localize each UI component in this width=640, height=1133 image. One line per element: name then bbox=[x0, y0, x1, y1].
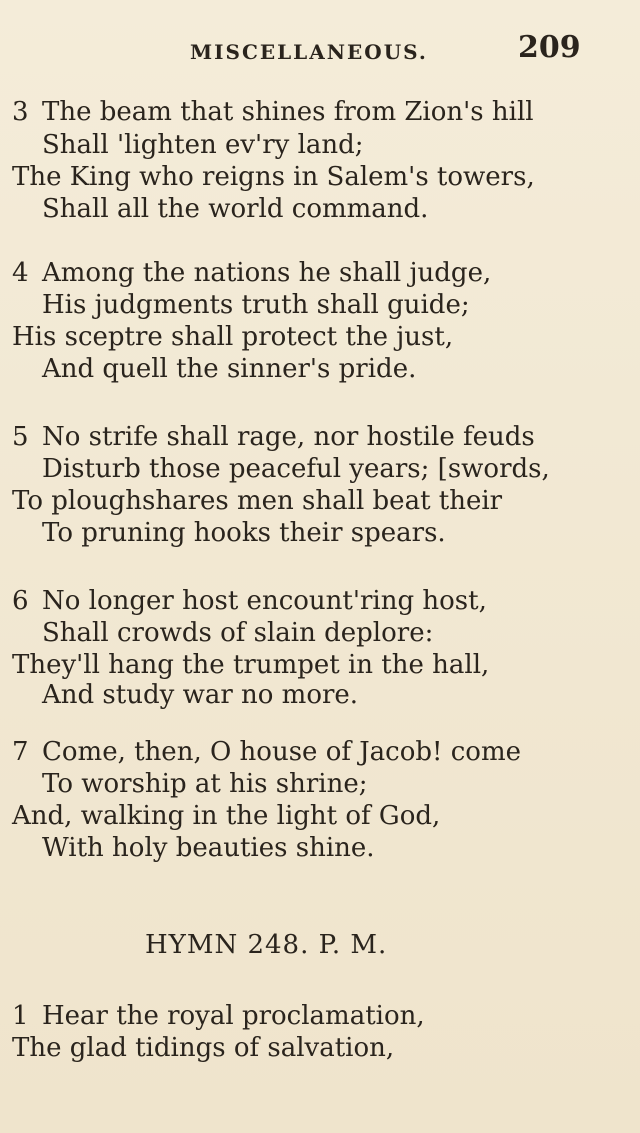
line-text: Hear the royal proclamation, bbox=[42, 1001, 425, 1031]
stanza-line: And study war no more. bbox=[42, 680, 359, 710]
stanza-line bbox=[12, 586, 487, 617]
line-text: Among the nations he shall judge, bbox=[42, 258, 492, 288]
stanza-line: Shall all the world command. bbox=[42, 194, 429, 224]
stanza-number: 5 bbox=[12, 422, 29, 452]
page-header bbox=[0, 30, 640, 70]
line-text: Come, then, O house of Jacob! come bbox=[42, 737, 521, 767]
stanza-line bbox=[12, 422, 535, 453]
line-text: No strife shall rage, nor hostile feuds bbox=[42, 422, 535, 452]
stanza-line: They'll hang the trumpet in the hall, bbox=[12, 650, 490, 680]
stanza-line bbox=[12, 1001, 425, 1032]
stanza-line: And, walking in the light of God, bbox=[12, 801, 441, 831]
stanza-line: With holy beauties shine. bbox=[42, 833, 375, 863]
page-number: 209 bbox=[518, 30, 581, 65]
stanza-line: His judgments truth shall guide; bbox=[42, 290, 470, 320]
line-text: No longer host encount'ring host, bbox=[42, 586, 487, 616]
stanza-line: Disturb those peaceful years; [swords, bbox=[42, 454, 550, 484]
stanza-line: To ploughshares men shall beat their bbox=[12, 486, 503, 516]
running-head: MISCELLANEOUS. bbox=[190, 40, 428, 64]
stanza-line: Shall crowds of slain deplore: bbox=[42, 618, 434, 648]
stanza-line bbox=[12, 258, 491, 289]
stanza-number: 4 bbox=[12, 258, 29, 288]
stanza-line: To pruning hooks their spears. bbox=[42, 518, 446, 548]
line-text: The beam that shines from Zion's hill bbox=[42, 97, 534, 127]
stanza-line: To worship at his shrine; bbox=[42, 769, 368, 799]
stanza-line bbox=[12, 97, 534, 128]
stanza-number: 3 bbox=[12, 97, 29, 127]
stanza-number: 7 bbox=[12, 737, 29, 767]
stanza-line: And quell the sinner's pride. bbox=[42, 354, 417, 384]
hymn-title: HYMN 248. P. M. bbox=[145, 930, 388, 960]
stanza-line: Shall 'lighten ev'ry land; bbox=[42, 130, 364, 160]
stanza-line: The glad tidings of salvation, bbox=[12, 1033, 395, 1063]
stanza-number: 1 bbox=[12, 1001, 29, 1031]
stanza-line: His sceptre shall protect the just, bbox=[12, 322, 454, 352]
stanza-line: The King who reigns in Salem's towers, bbox=[12, 162, 535, 192]
stanza-number: 6 bbox=[12, 586, 29, 616]
stanza-line bbox=[12, 737, 521, 768]
